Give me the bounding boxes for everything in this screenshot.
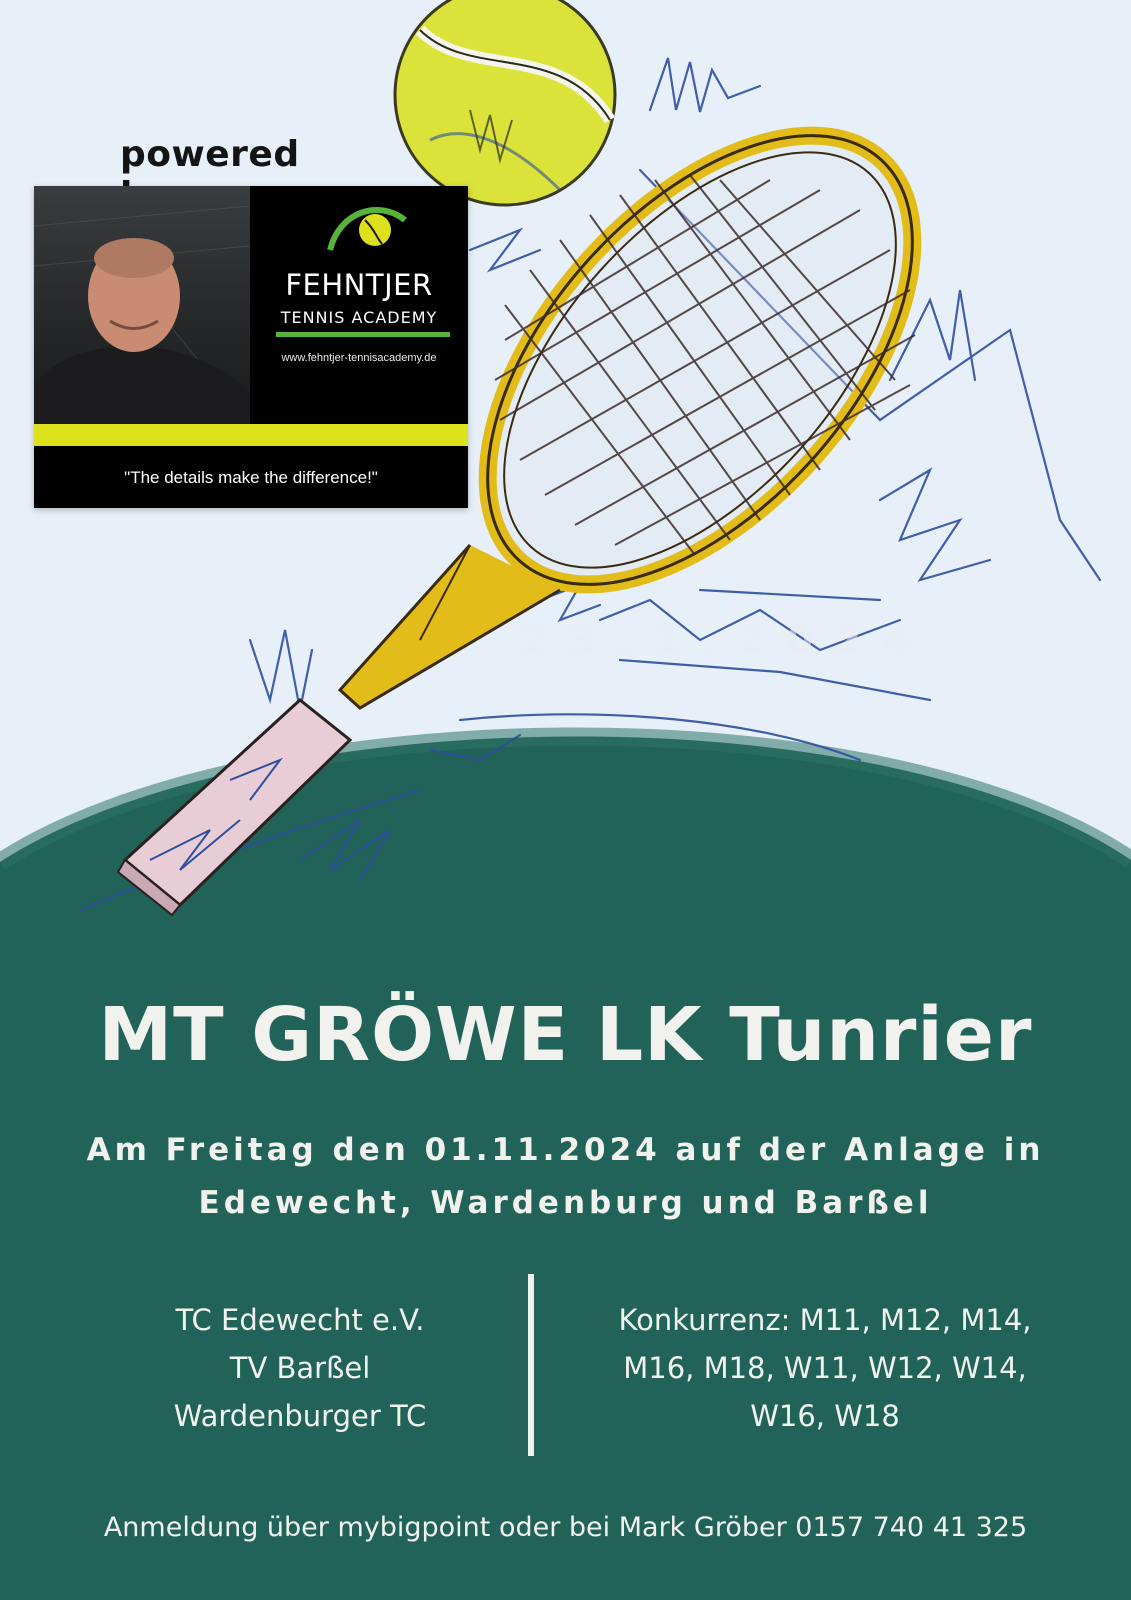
competition-list [585,1296,1065,1440]
event-title: MT GRÖWE LK Tunrier [98,992,1033,1078]
club-item: TV Barßel [229,1351,371,1385]
date-line-2: Edewecht, Wardenburg und Barßel [198,1185,933,1221]
sponsor-banner [34,186,468,508]
registration-info: Anmeldung über mybigpoint oder bei Mark Gröber 0157 740 41 325 [103,1512,1028,1543]
competition-line: M16, M18, W11, W12, W14, [623,1351,1027,1385]
sponsor-tagline: "The details make the difference!" [124,468,378,487]
tennis-ball-logo-icon [320,200,410,264]
academy-logo [250,186,468,424]
event-date-location [20,1124,1111,1230]
date-line-1: Am Freitag den 01.11.2024 auf der Anlage in [86,1132,1045,1168]
academy-name: FEHNTJER [285,268,433,302]
tennis-ball [395,0,615,205]
club-item: TC Edewecht e.V. [175,1303,425,1337]
competition-line: Konkurrenz: M11, M12, M14, [618,1303,1032,1337]
faded-date-text: 23.1.2024 [520,618,932,662]
academy-website: www.fehntjer-tennisacademy.de [281,352,437,364]
academy-subtitle: TENNIS ACADEMY [280,308,438,327]
competition-line: W16, W18 [750,1399,900,1433]
yellow-stripe [34,424,468,446]
vertical-divider [528,1274,534,1456]
coach-photo [34,186,250,424]
powered-by-label: powered [120,134,300,175]
academy-underline [276,332,450,337]
club-item: Wardenburger TC [173,1399,427,1433]
club-list [120,1296,480,1440]
